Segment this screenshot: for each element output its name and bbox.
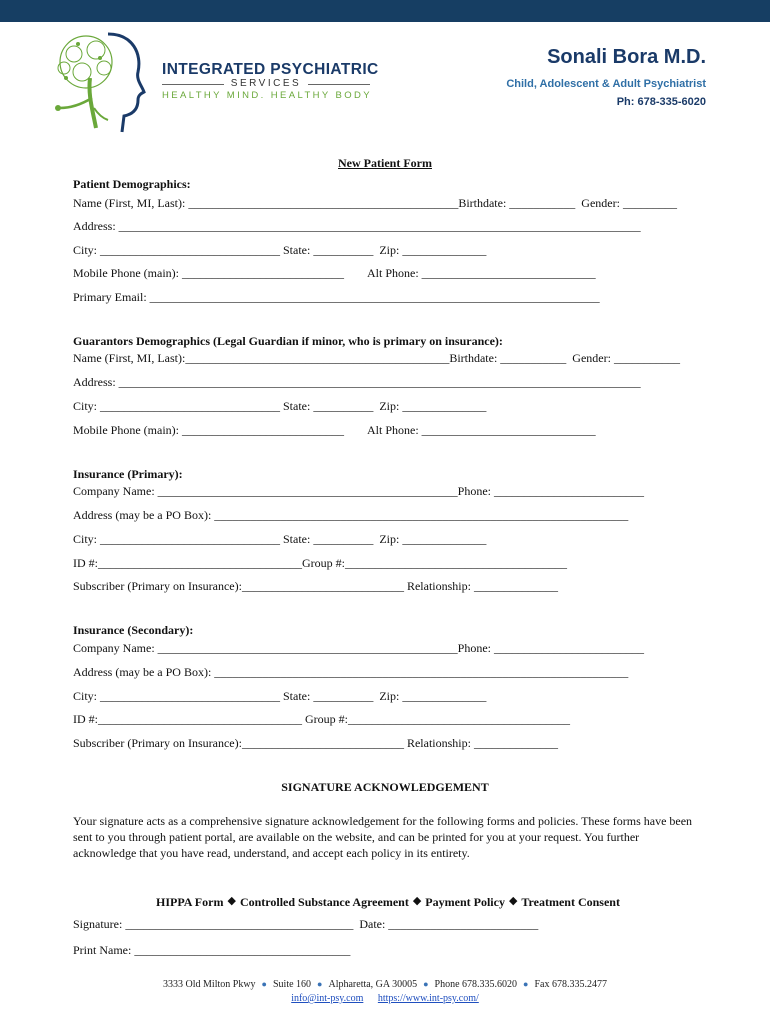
top-color-bar — [0, 0, 770, 22]
diamond-icon: ◆ — [227, 895, 236, 907]
patient-mobile-field[interactable]: Mobile Phone (main): ___________________________ — [73, 266, 344, 280]
patient-city-field[interactable]: City: ______________________________ State: __________ Zip: ______________ — [73, 243, 487, 257]
form-title: New Patient Form — [338, 156, 432, 170]
brand-subtitle: SERVICES — [230, 78, 302, 89]
secondary-company-field[interactable]: Company Name: __________________________________________________Phone: _________________________ — [73, 641, 644, 655]
signature-heading: SIGNATURE ACKNOWLEDGEMENT — [281, 780, 489, 794]
footer-email-link[interactable]: info@int-psy.com — [291, 993, 364, 1004]
patient-name-field[interactable]: Name (First, MI, Last): _____________________________________________Birthdate: ___________ Gender: _________ — [73, 196, 677, 210]
guarantor-city-field[interactable]: City: ______________________________ State: __________ Zip: ______________ — [73, 399, 487, 413]
footer-address-row — [0, 979, 770, 990]
doctor-phone: Ph: 678-335-6020 — [616, 96, 706, 108]
footer-links-row — [0, 993, 770, 1004]
brand-sub-row — [162, 78, 370, 90]
section-heading-insurance-secondary: Insurance (Secondary): — [73, 623, 194, 637]
section-heading-guarantor: Guarantors Demographics (Legal Guardian if minor, who is primary on insurance): — [73, 334, 503, 348]
bullet-icon: ● — [423, 979, 429, 989]
primary-subscriber-field[interactable]: Subscriber (Primary on Insurance):___________________________ Relationship: ______________ — [73, 579, 558, 593]
patient-address-field[interactable]: Address: _______________________________________________________________________________________ — [73, 219, 641, 233]
primary-address-field[interactable]: Address (may be a PO Box): _____________________________________________________________________ — [73, 508, 629, 522]
policy-hippa: HIPPA Form — [156, 895, 224, 909]
doctor-name: Sonali Bora M.D. — [547, 46, 706, 68]
guarantor-name-field[interactable]: Name (First, MI, Last):____________________________________________Birthdate: ___________ Gender: ___________ — [73, 351, 680, 365]
divider — [308, 84, 370, 85]
guarantor-mobile-field[interactable]: Mobile Phone (main): ___________________________ — [73, 423, 344, 437]
footer-suite: Suite 160 — [272, 979, 312, 990]
diamond-icon: ◆ — [412, 895, 422, 907]
footer-city: Alpharetta, GA 30005 — [328, 979, 418, 990]
guarantor-address-field[interactable]: Address: _______________________________________________________________________________________ — [73, 375, 641, 389]
policy-treatment-consent: Treatment Consent — [521, 895, 620, 909]
primary-id-field[interactable]: ID #:__________________________________Group #:_____________________________________ — [73, 556, 567, 570]
bullet-icon: ● — [317, 979, 323, 989]
secondary-address-field[interactable]: Address (may be a PO Box): _____________________________________________________________________ — [73, 665, 629, 679]
diamond-icon: ◆ — [508, 895, 518, 907]
footer-phone: Phone 678.335.6020 — [434, 979, 518, 990]
bullet-icon: ● — [523, 979, 529, 989]
policy-payment: Payment Policy — [425, 895, 505, 909]
policy-list — [0, 880, 770, 910]
footer-fax: Fax 678.335.2477 — [534, 979, 607, 990]
section-heading-patient: Patient Demographics: — [73, 177, 191, 191]
bullet-icon: ● — [261, 979, 267, 989]
section-heading-insurance-primary: Insurance (Primary): — [73, 467, 183, 481]
patient-alt-phone-field[interactable]: Alt Phone: _____________________________ — [367, 266, 596, 280]
brain-head-logo — [38, 28, 148, 136]
brand-title: INTEGRATED PSYCHIATRIC — [162, 61, 379, 78]
footer-website-link[interactable]: https://www.int-psy.com/ — [377, 993, 479, 1004]
doctor-specialty: Child, Adolescent & Adult Psychiatrist — [506, 78, 706, 90]
print-name-field[interactable]: Print Name: ____________________________________ — [73, 943, 351, 957]
signature-date-field[interactable]: Signature: ______________________________________ Date: _________________________ — [73, 917, 539, 931]
guarantor-alt-phone-field[interactable]: Alt Phone: _____________________________ — [367, 423, 596, 437]
policy-controlled-substance: Controlled Substance Agreement — [239, 895, 409, 909]
primary-city-field[interactable]: City: ______________________________ State: __________ Zip: ______________ — [73, 532, 487, 546]
signature-paragraph: Your signature acts as a comprehensive signature acknowledgement for the following forms and policies. These forms have been sent to you through patient portal, are available on the website, and can be printed for you at your request. You further acknowledge that you have read, understand, and accept each policy in its entirety. — [73, 814, 693, 860]
secondary-id-field[interactable]: ID #:__________________________________ Group #:_____________________________________ — [73, 712, 570, 726]
secondary-subscriber-field[interactable]: Subscriber (Primary on Insurance):___________________________ Relationship: ______________ — [73, 736, 558, 750]
patient-email-field[interactable]: Primary Email: ___________________________________________________________________________ — [73, 290, 600, 304]
primary-company-field[interactable]: Company Name: __________________________________________________Phone: _________________________ — [73, 484, 644, 498]
secondary-city-field[interactable]: City: ______________________________ State: __________ Zip: ______________ — [73, 689, 487, 703]
footer-street: 3333 Old Milton Pkwy — [163, 979, 256, 990]
brand-tagline: HEALTHY MIND. HEALTHY BODY — [162, 90, 373, 101]
